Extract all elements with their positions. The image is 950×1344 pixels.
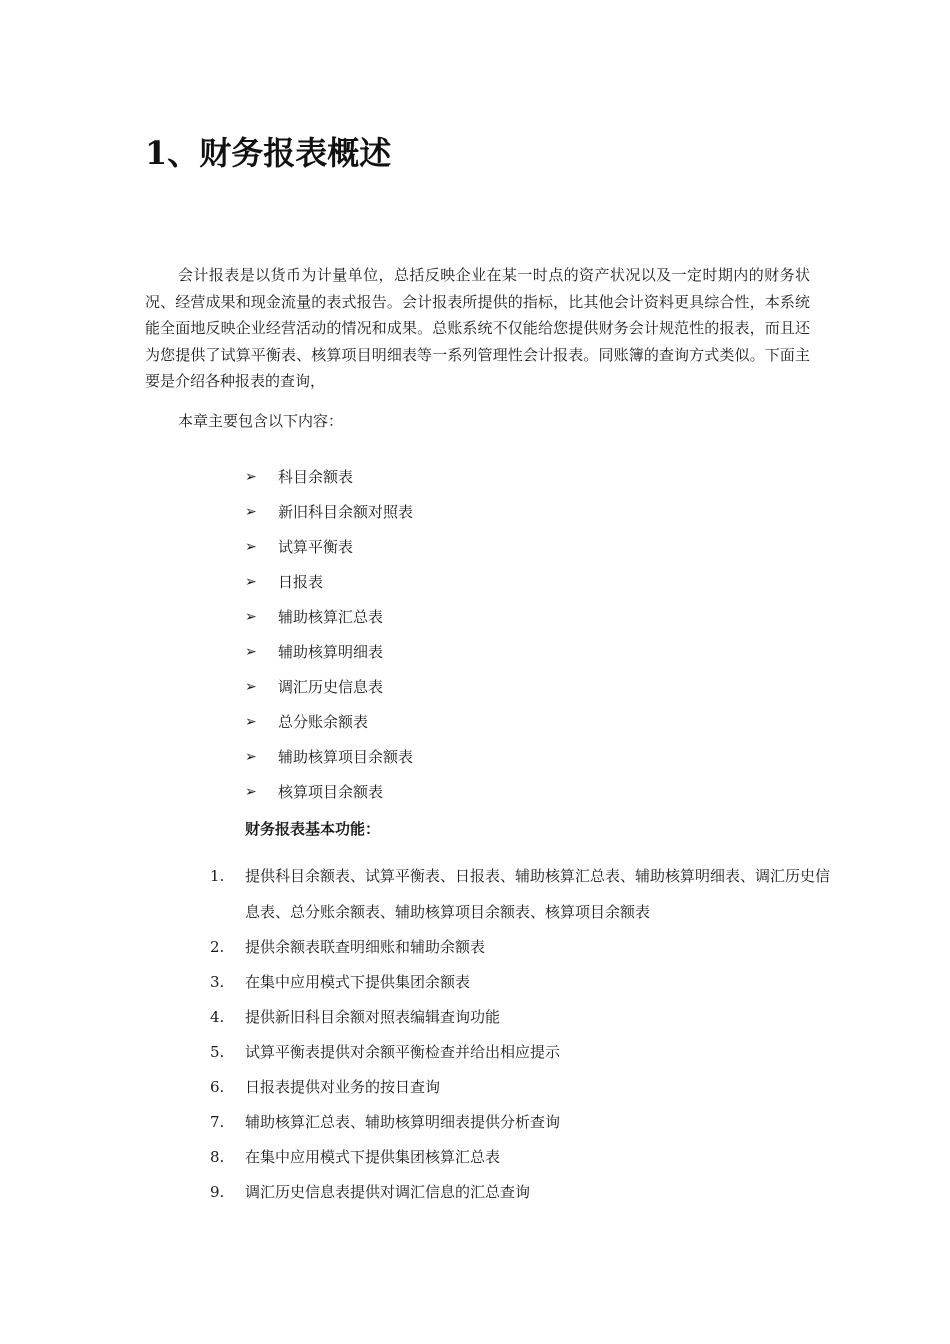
- arrow-bullet-icon: ➢: [245, 784, 257, 800]
- chapter-contents-intro: 本章主要包含以下内容：: [178, 412, 344, 430]
- item-text: 日报表提供对业务的按日查询: [245, 1078, 441, 1096]
- item-number: 9.: [210, 1183, 225, 1201]
- item-number: 1.: [210, 867, 225, 885]
- arrow-bullet-icon: ➢: [245, 469, 257, 485]
- item-text: 提供科目余额表、试算平衡表、日报表、辅助核算汇总表、辅助核算明细表、调汇历史信息表、总分账余额表、辅助核算项目余额表、核算项目余额表: [245, 867, 831, 921]
- page-title: 1、财务报表概述: [145, 134, 392, 172]
- list-item-label: 科目余额表: [278, 468, 354, 486]
- list-item: [245, 534, 413, 569]
- item-number: 5.: [210, 1043, 225, 1061]
- list-item: [210, 929, 830, 965]
- list-item-label: 辅助核算汇总表: [278, 608, 384, 626]
- list-item: [210, 1069, 830, 1105]
- contents-bullet-list: [245, 464, 413, 814]
- arrow-bullet-icon: ➢: [245, 714, 257, 730]
- list-item-label: 辅助核算明细表: [278, 643, 384, 661]
- list-item-label: 总分账余额表: [278, 713, 369, 731]
- list-item: [245, 604, 413, 639]
- list-item: [210, 858, 830, 930]
- list-item-label: 日报表: [278, 573, 324, 591]
- item-text: 提供余额表联查明细账和辅助余额表: [245, 938, 486, 956]
- list-item: [210, 1104, 830, 1140]
- list-item-label: 核算项目余额表: [278, 783, 384, 801]
- list-item-label: 新旧科目余额对照表: [278, 503, 414, 521]
- intro-paragraph: 会计报表是以货币为计量单位，总括反映企业在某一时点的资产状况以及一定时期内的财务状况、经营成果和现金流量的表式报告。会计报表所提供的指标，比其他会计资料更具综合性，本系统能全面地反映企业经营活动的情况和成果。总账系统不仅能给您提供财务会计规范性的报表，而且还为您提供了试算平衡表、核算项目明细表等一系列管理性会计报表。同账簿的查询方式类似。下面主要是介绍各种报表的查询，: [145, 266, 810, 390]
- list-item: [245, 464, 413, 499]
- arrow-bullet-icon: ➢: [245, 679, 257, 695]
- item-text: 辅助核算汇总表、辅助核算明细表提供分析查询: [245, 1113, 561, 1131]
- list-item: [245, 709, 413, 744]
- item-text: 试算平衡表提供对余额平衡检查并给出相应提示: [245, 1043, 561, 1061]
- item-number: 6.: [210, 1078, 225, 1096]
- list-item: [210, 1174, 830, 1210]
- list-item: [245, 639, 413, 674]
- item-text: 调汇历史信息表提供对调汇信息的汇总查询: [245, 1183, 531, 1201]
- list-item: [245, 569, 413, 604]
- arrow-bullet-icon: ➢: [245, 749, 257, 765]
- list-item: [210, 1139, 830, 1175]
- functions-numbered-list: [210, 858, 830, 1209]
- arrow-bullet-icon: ➢: [245, 504, 257, 520]
- list-item: [210, 1034, 830, 1070]
- list-item-label: 试算平衡表: [278, 538, 354, 556]
- list-item-label: 辅助核算项目余额表: [278, 748, 414, 766]
- item-number: 7.: [210, 1113, 225, 1131]
- list-item: [245, 779, 413, 814]
- list-item: [245, 744, 413, 779]
- item-number: 8.: [210, 1148, 225, 1166]
- arrow-bullet-icon: ➢: [245, 539, 257, 555]
- list-item-label: 调汇历史信息表: [278, 678, 384, 696]
- list-item: [210, 964, 830, 1000]
- list-item: [245, 499, 413, 534]
- functions-heading: 财务报表基本功能：: [245, 820, 381, 838]
- arrow-bullet-icon: ➢: [245, 609, 257, 625]
- item-text: 在集中应用模式下提供集团余额表: [245, 973, 471, 991]
- item-number: 4.: [210, 1008, 225, 1026]
- item-number: 2.: [210, 938, 225, 956]
- list-item: [245, 674, 413, 709]
- arrow-bullet-icon: ➢: [245, 644, 257, 660]
- item-text: 提供新旧科目余额对照表编辑查询功能: [245, 1008, 501, 1026]
- list-item: [210, 999, 830, 1035]
- item-text: 在集中应用模式下提供集团核算汇总表: [245, 1148, 501, 1166]
- arrow-bullet-icon: ➢: [245, 574, 257, 590]
- item-number: 3.: [210, 973, 225, 991]
